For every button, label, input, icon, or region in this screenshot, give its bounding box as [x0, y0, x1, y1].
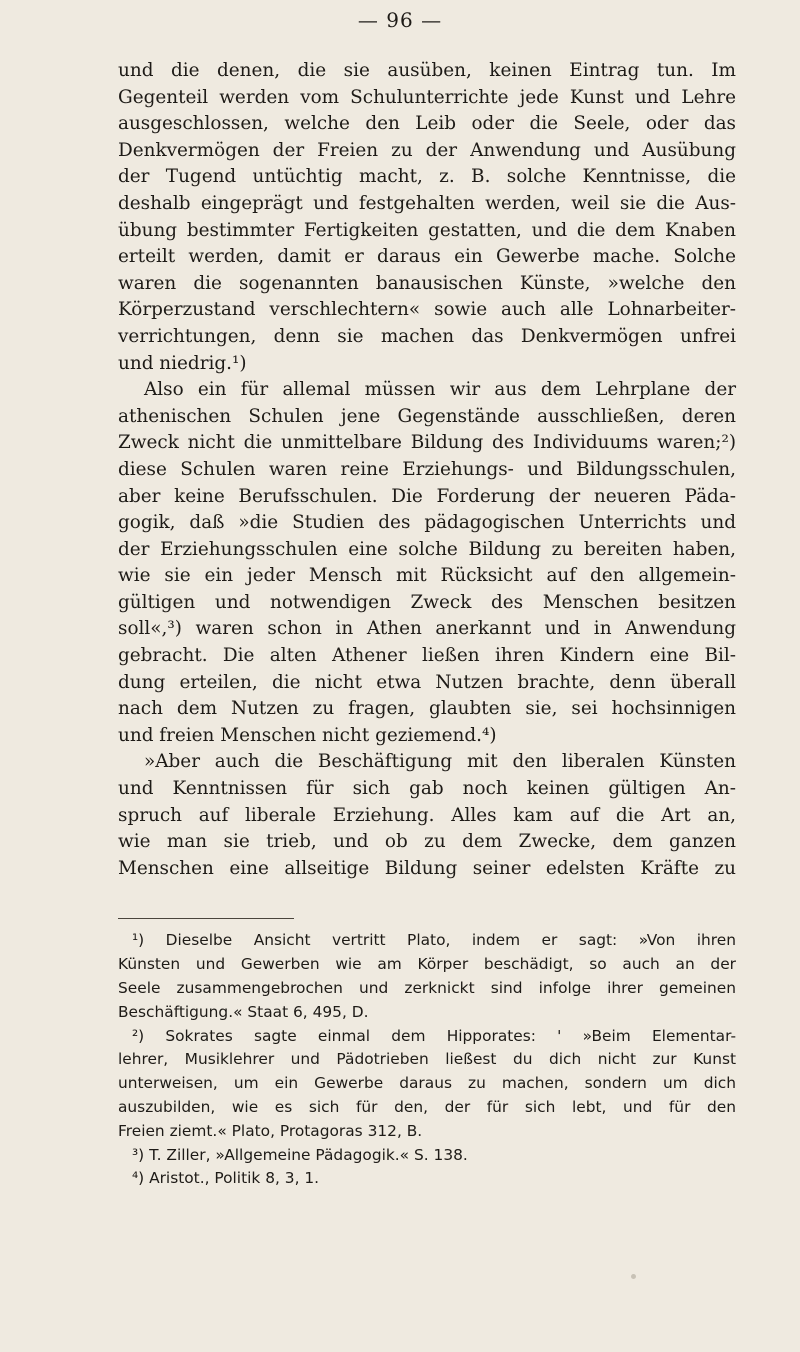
footnote-line: Beschäftigung.« Staat 6, 495, D. [118, 1002, 369, 1021]
text-line: spruch auf liberale Erziehung. Alles kam auf die Art an, [118, 804, 736, 826]
text-line: Zweck nicht die unmittelbare Bildung des Individuums waren;²) [118, 432, 736, 454]
footnote-line: ²) Sokrates sagte einmal dem Hipporates: ' »Beim Elementar- [132, 1026, 736, 1045]
text-line: ausgeschlossen, welche den Leib oder die Seele, oder das [118, 113, 736, 135]
text-line: soll«,³) waren schon in Athen anerkannt und in Anwendung [118, 618, 736, 640]
footnote-line: ⁴) Aristot., Politik 8, 3, 1. [132, 1169, 320, 1188]
page-number: — 96 — [357, 8, 443, 32]
text-line: deshalb eingeprägt und festgehalten werden, weil sie die Aus- [118, 192, 736, 214]
text-line: wie man sie trieb, und ob zu dem Zwecke, dem ganzen [118, 831, 736, 853]
text-line: athenischen Schulen jene Gegenstände ausschließen, deren [118, 405, 736, 427]
text-line: gültigen und notwendigen Zweck des Menschen besitzen [118, 591, 736, 613]
footnote-line: ¹) Dieselbe Ansicht vertritt Plato, indem er sagt: »Von ihren [132, 931, 736, 950]
footnote-line: auszubilden, wie es sich für den, der für sich lebt, und für den [118, 1097, 736, 1116]
text-line: »Aber auch die Beschäftigung mit den liberalen Künsten [144, 751, 736, 773]
text-line: der Erziehungsschulen eine solche Bildung zu bereiten haben, [118, 538, 736, 560]
footnotes [118, 929, 736, 1191]
text-line: Körperzustand verschlechtern« sowie auch alle Lohnarbeiter- [118, 299, 736, 321]
text-line: nach dem Nutzen zu fragen, glaubten sie, sei hochsinnigen [118, 698, 736, 720]
text-line: Gegenteil werden vom Schulunterrichte jede Kunst und Lehre [118, 86, 736, 108]
main-text [118, 58, 736, 882]
text-line: diese Schulen waren reine Erziehungs- und Bildungsschulen, [118, 458, 736, 480]
text-line: Denkvermögen der Freien zu der Anwendung und Ausübung [118, 139, 736, 161]
text-line: verrichtungen, denn sie machen das Denkvermögen unfrei [118, 325, 736, 347]
footnote-line: lehrer, Musiklehrer und Pädotrieben ließest du dich nicht zur Kunst [118, 1050, 736, 1069]
text-line: aber keine Berufsschulen. Die Forderung der neueren Päda- [118, 485, 736, 507]
text-line: der Tugend untüchtig macht, z. B. solche Kenntnisse, die [118, 166, 736, 188]
text-line: und niedrig.¹) [118, 352, 247, 374]
footnote-line: ³) T. Ziller, »Allgemeine Pädagogik.« S. 138. [132, 1145, 468, 1164]
text-line: waren die sogenannten banausischen Künste, »welche den [118, 272, 736, 294]
text-line: und Kenntnissen für sich gab noch keinen gültigen An- [118, 778, 736, 800]
text-line: Menschen eine allseitige Bildung seiner edelsten Kräfte zu [118, 857, 736, 879]
text-line: und die denen, die sie ausüben, keinen Eintrag tun. Im [118, 60, 736, 81]
text-line: und freien Menschen nicht geziemend.⁴) [118, 724, 497, 746]
footnote-line: Freien ziemt.« Plato, Protagoras 312, B. [118, 1121, 423, 1140]
text-line: Also ein für allemal müssen wir aus dem Lehrplane der [144, 379, 736, 401]
text-line: übung bestimmter Fertigkeiten gestatten, und die dem Knaben [118, 219, 736, 241]
footnote-line: Seele zusammengebrochen und zerknickt sind infolge ihrer gemeinen [118, 979, 736, 997]
text-line: dung erteilen, die nicht etwa Nutzen brachte, denn überall [118, 671, 736, 693]
footnote-line: unterweisen, um ein Gewerbe daraus zu machen, sondern um dich [118, 1074, 736, 1093]
footnote-divider [118, 918, 294, 919]
text-line: wie sie ein jeder Mensch mit Rücksicht auf den allgemein- [118, 565, 736, 587]
paper-speck [631, 1274, 636, 1279]
footnote-line: Künsten und Gewerben wie am Körper beschädigt, so auch an der [118, 955, 736, 974]
text-line: gogik, daß »die Studien des pädagogischen Unterrichts und [118, 512, 736, 534]
text-line: gebracht. Die alten Athener ließen ihren Kindern eine Bil- [118, 645, 736, 667]
text-line: erteilt werden, damit er daraus ein Gewerbe mache. Solche [118, 246, 736, 268]
